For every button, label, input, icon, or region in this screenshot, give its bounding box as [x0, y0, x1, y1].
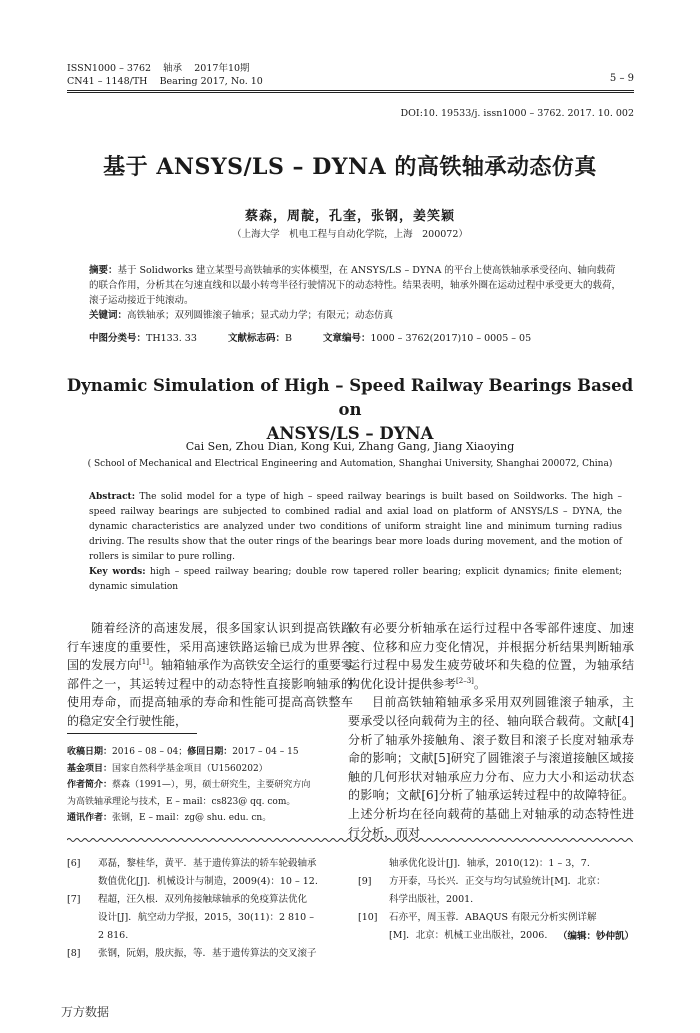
- keywords-en: [89, 565, 622, 595]
- doi: DOI:10. 19533/j. issn1000 – 3762. 2017. 10. 002: [400, 108, 634, 119]
- received-date: 2016 – 08 – 04；: [112, 747, 188, 757]
- journal-name-zh: 轴承: [163, 63, 183, 74]
- keywords-zh-label: 关键词：: [89, 310, 128, 321]
- footnote-fund: [67, 761, 337, 778]
- reference-item: [358, 873, 633, 909]
- affiliation-en: ( School of Mechanical and Electrical Engineering and Automation, Shanghai University, Shanghai 200072, China): [87, 459, 613, 469]
- reference-item: [67, 945, 342, 963]
- editor-note: （编辑：钞仲凯）: [557, 931, 634, 942]
- received-label: 收稿日期：: [67, 747, 113, 757]
- journal-header: [67, 62, 263, 88]
- header-line-1: [67, 62, 263, 75]
- clc-value: TH133. 33: [146, 333, 197, 344]
- cn-number: CN41 – 1148/TH: [67, 76, 148, 87]
- footnote: [67, 744, 337, 827]
- article-no-label: 文章编号：: [322, 333, 371, 344]
- body-paragraph: [67, 619, 353, 731]
- reference-line: 石亦平，周玉蓉．ABAQUS 有限元分析实例详解: [389, 912, 597, 923]
- doc-code-value: B: [284, 333, 292, 344]
- keywords-zh: [89, 308, 622, 323]
- header-rule: [67, 90, 634, 91]
- reference-line: 邓磊，黎桂华，黄平．基于遗传算法的轿车轮毂轴承: [98, 858, 317, 869]
- authors-en: Cai Sen, Zhou Dian, Kong Kui, Zhang Gang, Jiang Xiaoying: [185, 440, 515, 453]
- abstract-zh: [89, 263, 622, 323]
- reference-line: 轴承优化设计[J]．轴承，2010(12)：1 – 3，7.: [389, 858, 590, 869]
- keywords-en-label: Key words:: [89, 567, 146, 577]
- abstract-zh-label: 摘要：: [89, 265, 118, 276]
- footnote-rule: [67, 733, 197, 734]
- fund-label: 基金项目：: [67, 763, 113, 774]
- header-rule-2: [67, 92, 634, 93]
- footnote-corr: [67, 810, 337, 827]
- citation: [1]: [139, 658, 149, 667]
- reference-line: 数值优化[J]．机械设计与制造，2009(4)：10 – 12.: [98, 876, 318, 887]
- corr-text: 张钢，E – mail：zg@ shu. edu. cn。: [112, 813, 272, 823]
- abstract-en-text: The solid model for a type of high – speed railway bearings is built based on Soildworks. The high – speed railway bearings are subjected to combined radial and axial load on platform of ANSYS/LS – DYNA, the dynamic characteristics are analyzed under two conditions of uniform straight line and minimum turning radius driving. The results show that the outer rings of the bearings bear more loads during movement, and the motion of rollers is similar to pure rolling.: [89, 492, 622, 562]
- authors-zh: 蔡森，周靛，孔奎，张钢，姜笑颖: [244, 209, 455, 224]
- footnote-bio: [67, 777, 337, 794]
- body-text: 。轴箱轴承作为高铁安全运行的重要零部件之一，其运转过程中的动态特性直接影响轴承的使用寿命，而提高轴承的寿命和性能可提高高铁整车的稳定安全行驶性能，: [67, 658, 353, 728]
- reference-number: [6]: [67, 858, 81, 869]
- references-left: [67, 855, 342, 963]
- title-en-line-1: Dynamic Simulation of High – Speed Railway Bearings Based on: [66, 376, 634, 419]
- bio-label: 作者简介：: [67, 780, 113, 790]
- issn: ISSN1000 – 3762: [67, 63, 152, 74]
- classification-line: [89, 330, 622, 344]
- body-paragraph: [348, 619, 634, 693]
- fund-text: 国家自然科学基金项目（U1560202）: [112, 763, 268, 774]
- reference-item: [358, 855, 633, 873]
- reference-line: [M]．北京：机械工业出版社，2006.: [389, 930, 548, 941]
- abstract-en: [89, 490, 622, 595]
- doc-code-label: 文献标志码：: [227, 333, 285, 344]
- article-no-value: 1000 – 3762(2017)10 – 0005 – 05: [370, 333, 532, 344]
- reference-number: [7]: [67, 894, 81, 905]
- wavy-divider: [67, 837, 633, 843]
- reference-line: 科学出版社，2001.: [389, 894, 474, 905]
- reference-number: [8]: [67, 948, 81, 959]
- issue-zh: 2017年10期: [194, 63, 250, 74]
- body-text: 随着经济的高速发展，很多国家认识到提高铁路行车速度的重要性，采用高速铁路运输已成为世界各国的发展方向: [67, 621, 353, 673]
- body-left-column: [67, 619, 353, 731]
- reference-line: 方开泰，马长兴．正交与均匀试验统计[M]．北京：: [389, 876, 606, 887]
- footnote-bio-cont: 为高铁轴承理论与技术，E – mail：cs823@ qq. com。: [67, 796, 296, 807]
- reference-line: 设计[J]．航空动力学报，2015，30(11)：2 810 –: [98, 912, 314, 923]
- watermark: 万方数据: [61, 1005, 110, 1019]
- reference-item: [67, 855, 342, 891]
- reference-line: 张钢，阮娟，殷庆振，等．基于遗传算法的交叉滚子: [98, 948, 317, 959]
- reference-line: 程超，汪久根．双列角接触球轴承的免疫算法优化: [98, 894, 308, 905]
- citation: [2–3]: [456, 676, 474, 685]
- reference-item: [67, 891, 342, 945]
- page-range: 5 – 9: [609, 73, 634, 84]
- reference-number: [10]: [358, 912, 378, 923]
- title-en: [60, 374, 640, 446]
- keywords-en-text: high – speed railway bearing; double row tapered roller bearing; explicit dynamics; finite element; dynamic simulation: [89, 567, 623, 592]
- abstract-en-label: Abstract:: [89, 492, 136, 502]
- revised-date: 2017 – 04 – 15: [232, 747, 299, 757]
- abstract-zh-paragraph: [89, 263, 622, 308]
- footnote-dates: [67, 744, 337, 761]
- body-text: 故有必要分析轴承在运行过程中各零部件速度、加速度、位移和应力变化情况，并根据分析结果判断轴承运行过程中易发生疲劳破坏和失稳的位置，为轴承结构优化设计提供参考: [348, 621, 634, 691]
- reference-line: 2 816.: [98, 930, 129, 941]
- corr-label: 通讯作者：: [67, 813, 113, 823]
- header-line-2: [67, 75, 263, 88]
- title-zh: 基于 ANSYS/LS – DYNA 的高铁轴承动态仿真: [103, 154, 597, 180]
- affiliation-zh: （上海大学 机电工程与自动化学院，上海 200072）: [232, 229, 468, 240]
- journal-name-en: Bearing 2017, No. 10: [159, 76, 263, 87]
- abstract-en-paragraph: [89, 490, 622, 565]
- body-text: 。: [473, 676, 486, 691]
- reference-number: [9]: [358, 876, 372, 887]
- revised-label: 修回日期：: [187, 747, 233, 757]
- body-right-column: [348, 619, 634, 842]
- body-paragraph: 目前高铁轴箱轴承多采用双列圆锥滚子轴承，主要承受以径向载荷为主的径、轴向联合载荷。文献[4]分析了轴承外接触角、滚子数目和滚子长度对轴承寿命的影响；文献[5]研究了圆锥滚子与滚道接触区域接触的几何形状对轴承应力分布、应力大小和运动状态的影响；文献[6]分析了轴承运转过程中的故障特征。上述分析均在径向载荷的基础上对轴承的动态特性进行分析，而对: [348, 695, 634, 840]
- clc-label: 中图分类号：: [89, 333, 147, 344]
- abstract-zh-text: 基于 Solidworks 建立某型号高铁轴承的实体模型，在 ANSYS/LS – DYNA 的平台上使高铁轴承承受径向、轴向载荷的联合作用，分析其在匀速直线和以最小转弯半径行驶情况下的动态特性。结果表明，轴承外圈在运动过程中承受更大的载荷，滚子运动接近于纯滚动。: [89, 265, 622, 306]
- title-en-line-2: ANSYS/LS – DYNA: [266, 424, 434, 443]
- keywords-zh-text: 高铁轴承；双列圆锥滚子轴承；显式动力学；有限元；动态仿真: [127, 310, 394, 321]
- bio-text: 蔡森（1991—），男，硕士研究生，主要研究方向: [112, 780, 311, 790]
